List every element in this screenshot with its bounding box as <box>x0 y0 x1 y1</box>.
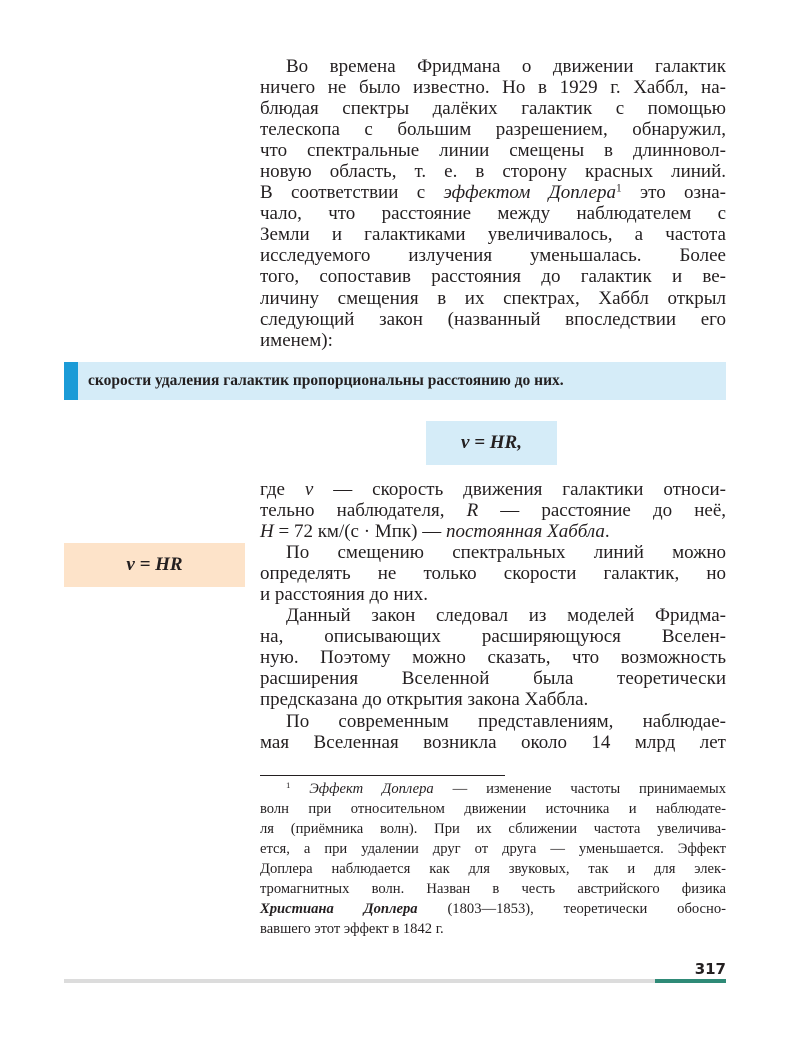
text-line <box>260 245 726 266</box>
text-segment: волн при относительном движении источника и наблюдате- <box>260 801 726 817</box>
paragraph-spectral-shift <box>260 542 726 605</box>
footnote-doppler <box>260 779 726 939</box>
text-segment: Данный закон следовал из моделей Фридма- <box>286 605 726 627</box>
text-segment: определять не только скорости галактик, но <box>260 563 726 585</box>
text-line <box>260 56 726 77</box>
text-line <box>260 203 726 224</box>
law-highlight-banner <box>64 362 726 400</box>
text-line <box>260 819 726 839</box>
text-line <box>260 839 726 859</box>
text-segment: блюдая спектры далёких галактик с помощью <box>260 98 726 120</box>
text-segment: телескопа с большим разрешением, обнаружил, <box>260 119 726 141</box>
text-segment: исследуемого излучения уменьшалась. Более <box>260 245 726 267</box>
text-line <box>260 668 726 689</box>
text-line <box>260 521 726 542</box>
text-line <box>260 98 726 119</box>
text-line <box>260 266 726 287</box>
text-line <box>260 711 726 732</box>
page-number: 317 <box>694 960 726 978</box>
text-segment: — расстояние до неё, <box>478 500 726 522</box>
text-segment: R <box>466 500 479 522</box>
paragraph-friedman-models <box>260 605 726 710</box>
text-line <box>260 879 726 899</box>
text-segment: Доплера наблюдается как для звуковых, так и для элек- <box>260 861 726 877</box>
text-section-2 <box>260 479 726 753</box>
text-segment: ничего не было известно. Но в 1929 г. Хаббл, на- <box>260 77 726 99</box>
text-segment: ную. Поэтому можно сказать, что возможность <box>260 647 726 669</box>
text-segment <box>290 781 309 797</box>
text-segment: Земли и галактиками увеличивалось, а частота <box>260 224 726 246</box>
text-segment: . <box>604 521 610 543</box>
text-segment: чало, что расстояние между наблюдателем с <box>260 203 726 225</box>
text-line <box>260 626 726 647</box>
paragraph-hubble-intro <box>260 56 726 351</box>
text-segment: личину смещения в их спектрах, Хаббл открыл <box>260 287 726 309</box>
text-line <box>260 732 726 753</box>
text-segment: эффектом Доплера <box>443 182 616 204</box>
text-line <box>260 182 726 203</box>
text-line <box>260 919 726 939</box>
text-segment: ля (приёмника волн). При их сближении частота увеличива- <box>260 821 726 837</box>
text-segment: = 72 км/(с · Мпк) — <box>273 521 446 543</box>
text-line <box>260 119 726 140</box>
text-line <box>260 689 726 710</box>
text-segment: это озна- <box>621 182 726 204</box>
text-segment: и расстояния до них. <box>260 584 428 606</box>
text-segment: новую область, т. е. в сторону красных линий. <box>260 161 726 183</box>
text-line <box>260 563 726 584</box>
paragraph-universe-age <box>260 711 726 753</box>
text-line <box>260 288 726 309</box>
text-line <box>260 647 726 668</box>
text-segment: следующий закон (названный впоследствии его <box>260 308 726 330</box>
text-segment: именем): <box>260 329 333 351</box>
text-line <box>260 584 726 605</box>
text-line <box>260 542 726 563</box>
footnote-divider <box>260 775 505 776</box>
text-segment: В соответствии с <box>260 182 444 204</box>
text-segment: — скорость движения галактики относи- <box>313 479 726 500</box>
footnote-marker: 1 <box>286 780 291 791</box>
text-line <box>260 605 726 626</box>
text-line <box>260 77 726 98</box>
banner-accent-bar <box>64 362 78 400</box>
text-segment: мая Вселенная возникла около 14 млрд лет <box>260 731 726 753</box>
text-line <box>260 859 726 879</box>
text-segment: — изменение частоты принимаемых <box>433 781 726 797</box>
hubble-law-statement: скорости удаления галактик пропорциональны расстоянию до них. <box>88 372 564 389</box>
footer-bar <box>64 979 655 983</box>
text-segment: предсказана до открытия закона Хаббла. <box>260 689 589 711</box>
text-segment: ется, а при удалении друг от друга — уменьшается. Эффект <box>260 841 726 857</box>
text-segment: постоянная Хаббла <box>445 521 605 543</box>
text-segment: что спектральные линии смещены в длинновол- <box>260 140 726 162</box>
paragraph-formula-explanation <box>260 479 726 542</box>
text-line <box>260 779 726 799</box>
text-segment: (1803—1853), теоретически обосно- <box>417 901 726 917</box>
text-segment: Во времена Фридмана о движении галактик <box>286 56 726 77</box>
text-segment: расширения Вселенной была теоретически <box>260 668 726 690</box>
footnote-marker: 1 <box>615 183 622 196</box>
text-segment: По смещению спектральных линий можно <box>286 542 726 564</box>
text-line <box>260 479 726 500</box>
text-segment: v <box>304 479 314 500</box>
text-segment: где <box>260 479 305 500</box>
text-line <box>260 330 726 351</box>
text-segment: H <box>260 521 274 543</box>
text-line <box>260 161 726 182</box>
text-segment: того, сопоставив расстояния до галактик и ве- <box>260 266 726 288</box>
text-line <box>260 224 726 245</box>
text-line <box>260 140 726 161</box>
text-segment: на, описывающих расширяющуюся Вселен- <box>260 626 726 648</box>
text-segment: По современным представлениям, наблюдае- <box>286 710 726 732</box>
hubble-formula-box: v = HR, <box>426 421 557 465</box>
footer-bar-accent <box>655 979 726 983</box>
text-line <box>260 899 726 919</box>
text-segment: Эффект Доплера <box>309 781 434 797</box>
text-line <box>260 500 726 521</box>
text-segment: тельно наблюдателя, <box>260 500 467 522</box>
text-line <box>260 309 726 330</box>
text-segment: тромагнитных волн. Назван в честь австрийского физика <box>260 881 726 897</box>
text-segment: Христиана Доплера <box>260 901 418 917</box>
text-segment: вавшего этот эффект в 1842 г. <box>260 921 444 937</box>
text-line <box>260 799 726 819</box>
margin-formula-box: v = HR <box>64 543 245 587</box>
